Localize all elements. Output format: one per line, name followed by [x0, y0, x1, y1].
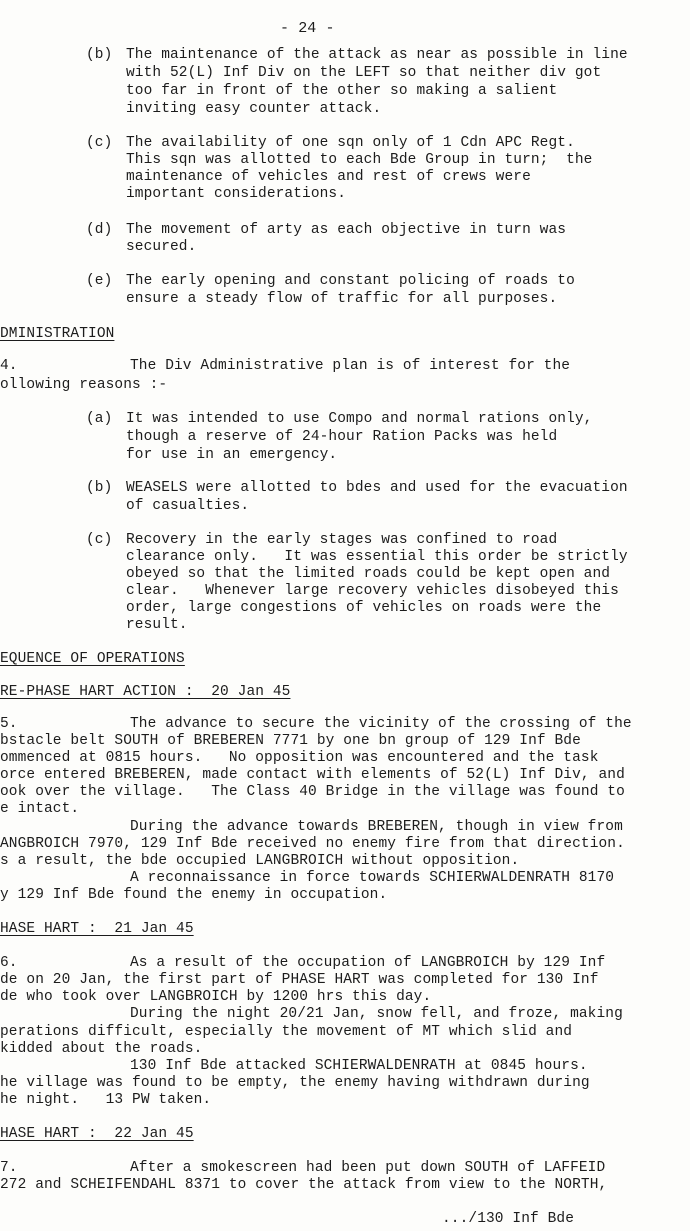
paragraph-line: ook over the village. The Class 40 Bridge in the village was found to — [0, 784, 625, 800]
item-text-line: The availability of one sqn only of 1 Cdn APC Regt. — [126, 135, 575, 151]
item-label: (c) — [86, 532, 113, 548]
item-text-line: inviting easy counter attack. — [126, 101, 382, 117]
paragraph-line: perations difficult, especially the movement of MT which slid and — [0, 1024, 573, 1040]
item-text-line: with 52(L) Inf Div on the LEFT so that neither div got — [126, 65, 602, 81]
item-text-line: ensure a steady flow of traffic for all purposes. — [126, 291, 558, 307]
paragraph-number: 6. — [0, 955, 18, 971]
item-text-line: too far in front of the other so making a salient — [126, 83, 558, 99]
item-label: (d) — [86, 222, 113, 238]
paragraph-line: 130 Inf Bde attacked SCHIERWALDENRATH at 0845 hours. — [130, 1058, 588, 1074]
paragraph-line: ollowing reasons :- — [0, 377, 168, 393]
paragraph-line: The advance to secure the vicinity of the crossing of the — [130, 716, 632, 732]
item-text-line: WEASELS were allotted to bdes and used for the evacuation — [126, 480, 628, 496]
item-text-line: Recovery in the early stages was confined to road — [126, 532, 558, 548]
page-number: - 24 - — [280, 20, 335, 37]
paragraph-number: 7. — [0, 1160, 18, 1176]
paragraph-line: During the advance towards BREBEREN, though in view from — [130, 819, 623, 835]
paragraph-line: y 129 Inf Bde found the enemy in occupation. — [0, 887, 388, 903]
paragraph-line: bstacle belt SOUTH of BREBEREN 7771 by one bn group of 129 Inf Bde — [0, 733, 581, 749]
paragraph-line: de on 20 Jan, the first part of PHASE HART was completed for 130 Inf — [0, 972, 599, 988]
item-text-line: for use in an emergency. — [126, 447, 338, 463]
paragraph-line: During the night 20/21 Jan, snow fell, and froze, making — [130, 1006, 623, 1022]
item-text-line: obeyed so that the limited roads could be kept open and — [126, 566, 611, 582]
item-text-line: The early opening and constant policing of roads to — [126, 273, 575, 289]
item-label: (a) — [86, 411, 113, 427]
item-text-line: clearance only. It was essential this order be strictly — [126, 549, 628, 565]
item-text-line: order, large congestions of vehicles on roads were the — [126, 600, 602, 616]
paragraph-line: As a result of the occupation of LANGBROICH by 129 Inf — [130, 955, 606, 971]
subheading-phase-hart-21: HASE HART : 21 Jan 45 — [0, 921, 194, 937]
item-text-line: important considerations. — [126, 186, 347, 202]
section-heading-administration: DMINISTRATION — [0, 326, 115, 342]
item-text-line: though a reserve of 24-hour Ration Packs was held — [126, 429, 558, 445]
paragraph-number: 5. — [0, 716, 18, 732]
item-text-line: of casualties. — [126, 498, 250, 514]
paragraph-line: e intact. — [0, 801, 80, 817]
item-text-line: result. — [126, 617, 188, 633]
paragraph-line: ANGBROICH 7970, 129 Inf Bde received no enemy fire from that direction. — [0, 836, 625, 852]
paragraph-line: de who took over LANGBROICH by 1200 hrs this day. — [0, 989, 432, 1005]
item-label: (b) — [86, 47, 113, 63]
item-label: (c) — [86, 135, 113, 151]
paragraph-line: After a smokescreen had been put down SOUTH of LAFFEID — [130, 1160, 606, 1176]
section-heading-sequence: EQUENCE OF OPERATIONS — [0, 651, 185, 667]
item-text-line: The movement of arty as each objective in turn was — [126, 222, 567, 238]
paragraph-line: ommenced at 0815 hours. No opposition was encountered and the task — [0, 750, 599, 766]
item-text-line: clear. Whenever large recovery vehicles disobeyed this — [126, 583, 619, 599]
item-text-line: maintenance of vehicles and rest of crews were — [126, 169, 531, 185]
paragraph-line: orce entered BREBEREN, made contact with elements of 52(L) Inf Div, and — [0, 767, 625, 783]
paragraph-line: The Div Administrative plan is of interest for the — [130, 358, 571, 374]
item-label: (b) — [86, 480, 113, 496]
subheading-prephase: RE-PHASE HART ACTION : 20 Jan 45 — [0, 684, 291, 700]
paragraph-line: kidded about the roads. — [0, 1041, 203, 1057]
item-label: (e) — [86, 273, 113, 289]
paragraph-number: 4. — [0, 358, 18, 374]
paragraph-line: he night. 13 PW taken. — [0, 1092, 212, 1108]
item-text-line: secured. — [126, 239, 197, 255]
item-text-line: This sqn was allotted to each Bde Group in turn; the — [126, 152, 593, 168]
paragraph-line: he village was found to be empty, the enemy having withdrawn during — [0, 1075, 590, 1091]
paragraph-line: s a result, the bde occupied LANGBROICH without opposition. — [0, 853, 520, 869]
catchword: .../130 Inf Bde — [442, 1211, 575, 1227]
paragraph-line: A reconnaissance in force towards SCHIERWALDENRATH 8170 — [130, 870, 615, 886]
paragraph-line: 272 and SCHEIFENDAHL 8371 to cover the attack from view to the NORTH, — [0, 1177, 608, 1193]
item-text-line: It was intended to use Compo and normal rations only, — [126, 411, 593, 427]
subheading-phase-hart-22: HASE HART : 22 Jan 45 — [0, 1126, 194, 1142]
item-text-line: The maintenance of the attack as near as possible in line — [126, 47, 628, 63]
